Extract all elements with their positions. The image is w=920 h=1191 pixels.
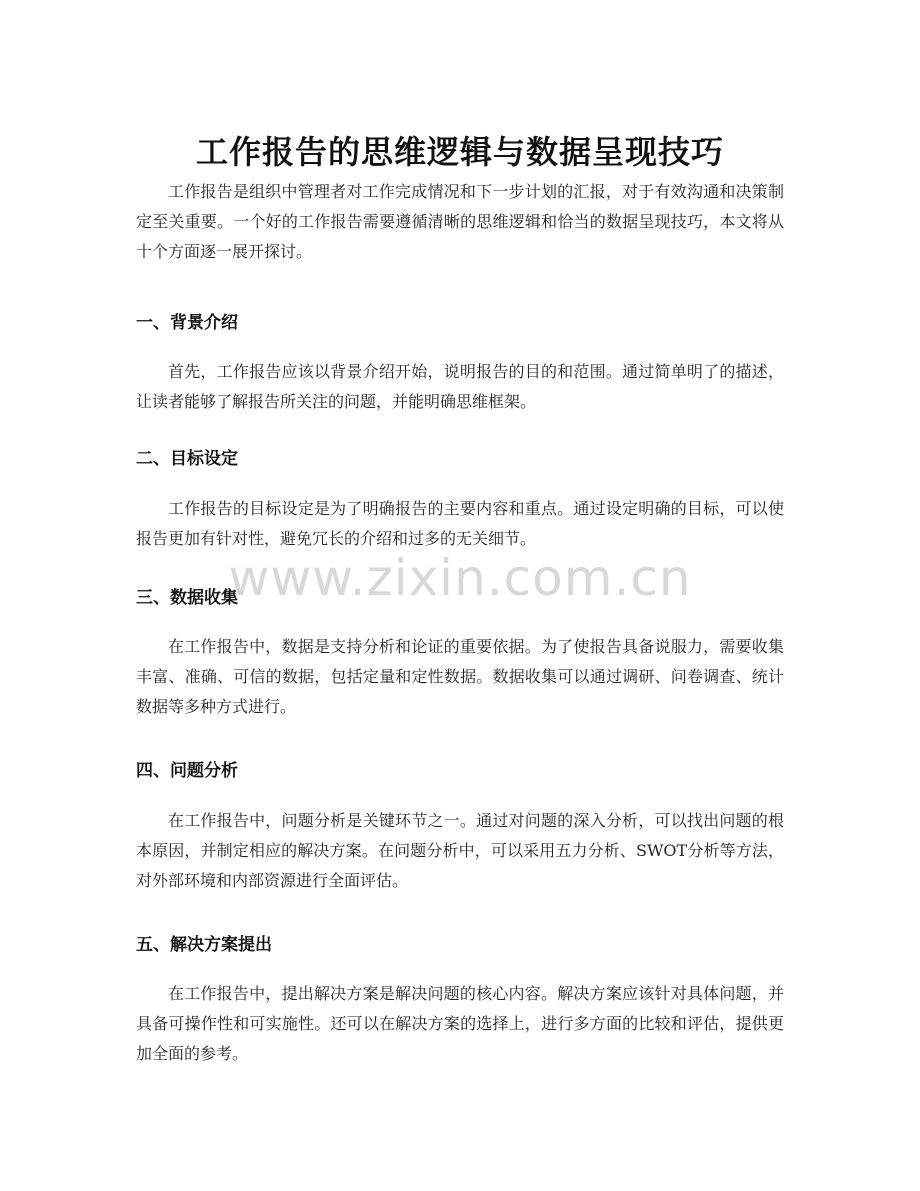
section-heading-goal: 二、目标设定 [136,449,238,469]
section-heading-data: 三、数据收集 [136,588,238,608]
section-heading-solution: 五、解决方案提出 [136,935,272,955]
document-title: 工作报告的思维逻辑与数据呈现技巧 [195,133,724,172]
section-heading-background: 一、背景介绍 [136,313,238,333]
watermark-logo: www.zixin.com.cn [228,549,692,607]
section-body-solution: 在工作报告中，提出解决方案是解决问题的核心内容。解决方案应该针对具体问题，并具备可操作性和可实施性。还可以在解决方案的选择上，进行多方面的比较和评估，提供更加全面的参考。 [136,984,784,1063]
section-body-goal: 工作报告的目标设定是为了明确报告的主要内容和重点。通过设定明确的目标，可以使报告更加有针对性，避免冗长的介绍和过多的无关细节。 [136,499,784,548]
section-heading-analysis: 四、问题分析 [136,761,238,781]
section-body-analysis: 在工作报告中，问题分析是关键环节之一。通过对问题的深入分析，可以找出问题的根本原因，并制定相应的解决方案。在问题分析中，可以采用五力分析、SWOT分析等方法，对外部环境和内部资源进行全面评估。 [136,811,784,890]
intro-paragraph: 工作报告是组织中管理者对工作完成情况和下一步计划的汇报，对于有效沟通和决策制定至关重要。一个好的工作报告需要遵循清晰的思维逻辑和恰当的数据呈现技巧，本文将从十个方面逐一展开探讨。 [136,182,784,261]
section-body-background: 首先，工作报告应该以背景介绍开始，说明报告的目的和范围。通过简单明了的描述，让读者能够了解报告所关注的问题，并能明确思维框架。 [136,362,784,411]
section-body-data: 在工作报告中，数据是支持分析和论证的重要依据。为了使报告具备说服力，需要收集丰富、准确、可信的数据，包括定量和定性数据。数据收集可以通过调研、问卷调查、统计数据等多种方式进行。 [136,637,784,716]
